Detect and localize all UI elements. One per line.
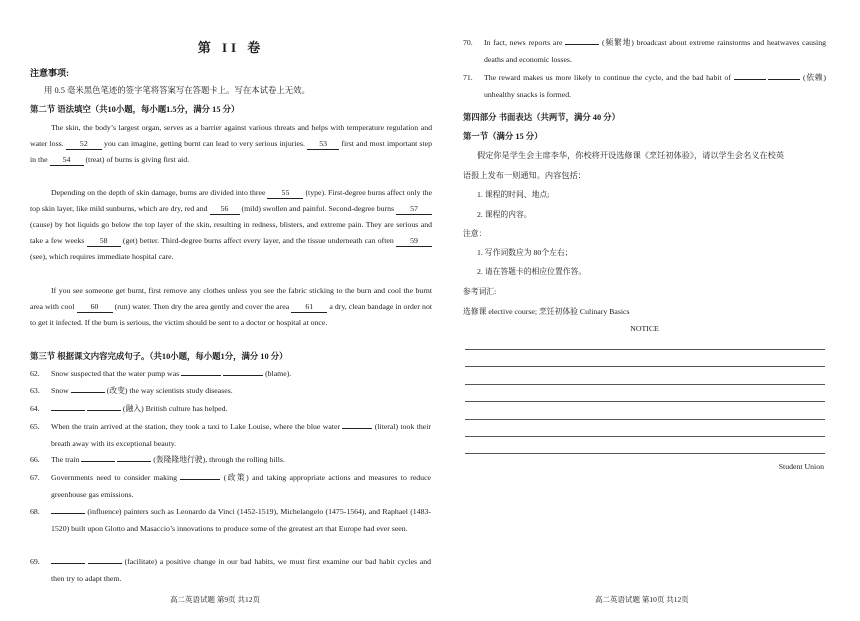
notes-label: 注意：	[463, 229, 487, 238]
question-70	[463, 35, 826, 69]
passage-text: Depending on the depth of skin damage, burns are divided into three	[51, 188, 266, 197]
blank-53[interactable]: 53	[307, 139, 339, 150]
blank-58[interactable]: 58	[87, 236, 121, 247]
passage-text: (see), which requires immediate hospital care.	[30, 252, 174, 262]
blank-57[interactable]: 57	[396, 204, 432, 215]
question-text: (频繁地) broadcast about extreme rainstorms and heatwaves causing deaths and economic losses.	[484, 38, 827, 64]
question-65	[30, 419, 432, 453]
answer-blank[interactable]	[87, 410, 121, 411]
task-item-1: 1. 课程的时间、地点;	[477, 190, 550, 199]
passage-text: (run) water. Then dry the area gently and cover the area	[114, 302, 290, 312]
writing-line[interactable]	[465, 401, 825, 402]
passage-text: (type). First-degree burns affect only the top skin layer, like mild sunburns, which are dry, red and	[30, 188, 432, 214]
writing-line[interactable]	[465, 366, 825, 367]
question-71	[463, 70, 826, 104]
blank-59[interactable]: 59	[396, 236, 432, 247]
passage-paragraph-2	[30, 185, 432, 265]
passage-text: (mild) swollen and painful. Second-degree burns	[241, 204, 395, 214]
blank-55[interactable]: 55	[267, 188, 303, 199]
blank-60[interactable]: 60	[77, 302, 113, 313]
question-number: 64.	[30, 404, 40, 413]
question-text: In fact, news reports are	[484, 38, 563, 47]
note-item-1: 1. 写作词数应为 80个左右；	[477, 248, 573, 257]
question-number: 70.	[463, 38, 473, 47]
passage-paragraph-3	[30, 283, 432, 331]
question-text: Snow	[51, 386, 69, 395]
passage-text: (cause) by hot liquids go below the top layer of the skin, resulting in redness, blisters, and extreme pain. They are serious and take a few weeks	[30, 220, 432, 246]
task-prompt-line-1: 假定你是学生会主席李华，你校将开设选修课《烹饪初体验》，请以学生会名义在校英	[477, 151, 785, 160]
question-number: 68.	[30, 507, 40, 516]
task-prompt-line-2: 语报上发布一则通知。内容包括：	[463, 171, 586, 180]
writing-line[interactable]	[465, 384, 825, 385]
question-text: (influence) painters such as Leonardo da Vinci (1452-1519), Michelangelo (1475-1564), and Raphael (1483-1520) built upon Glotto and Masaccio’s innovations to produce some of the greatest art that Europe had ever seen.	[51, 507, 431, 533]
task-item-2: 2. 课程的内容。	[477, 210, 532, 219]
question-text: (facilitate) a positive change in our bad habits, we must first examine our bad habit cycles and then try to adapt them.	[51, 557, 432, 583]
writing-line[interactable]	[465, 419, 825, 420]
question-67	[30, 470, 432, 504]
question-number: 71.	[463, 73, 473, 82]
answer-blank[interactable]	[71, 392, 105, 393]
passage-text: first and most important step in the	[30, 139, 433, 165]
question-text: The train	[51, 455, 80, 464]
question-text: (轰隆隆地行驶), through the rolling hills.	[153, 455, 285, 464]
answer-blank[interactable]	[51, 563, 85, 564]
question-64	[30, 401, 432, 418]
right-page	[463, 0, 826, 621]
blank-61[interactable]: 61	[291, 302, 327, 313]
answer-blank[interactable]	[342, 428, 372, 429]
notice-heading: 注意事项:	[30, 68, 69, 78]
question-number: 62.	[30, 369, 40, 378]
answer-blank[interactable]	[51, 513, 85, 514]
passage-text: a dry, clean bandage in order not to get it infected. If the burn is serious, the victim should be sent to a doctor or hospital at once.	[30, 302, 433, 328]
left-page	[30, 0, 432, 621]
note-item-2: 2. 请在答题卡的相应位置作答。	[477, 267, 587, 276]
passage-text: you can imagine, getting burnt can lead to very serious injuries.	[104, 139, 305, 149]
passage-text: The skin, the body’s largest organ, serves as a barrier against various threats and helps with temperature regulation and water loss.	[30, 123, 432, 149]
answer-blank[interactable]	[734, 79, 766, 80]
answer-blank[interactable]	[81, 461, 115, 462]
answer-blank[interactable]	[117, 461, 151, 462]
page-footer-left: 高二英语试题 第9页 共12页	[170, 595, 260, 604]
notice-title: NOTICE	[630, 324, 659, 333]
writing-section-heading: 第一节（满分 15 分）	[463, 132, 543, 141]
writing-line[interactable]	[465, 453, 825, 454]
question-66	[30, 452, 432, 469]
reference-words: 选修课 elective course; 烹饪初体验 Culinary Basics	[463, 307, 630, 316]
writing-line[interactable]	[465, 436, 825, 437]
question-number: 63.	[30, 386, 40, 395]
question-number: 65.	[30, 422, 40, 431]
question-63	[30, 383, 432, 400]
blank-54[interactable]: 54	[50, 155, 84, 166]
question-text: (literal) took their breath away with its exceptional beauty.	[51, 422, 431, 448]
answer-blank[interactable]	[51, 410, 85, 411]
exam-part-title: 第 II 卷	[197, 40, 265, 55]
passage-paragraph-1	[30, 120, 432, 168]
part4-heading: 第四部分 书面表达（共两节，满分 40 分）	[463, 113, 621, 122]
question-number: 67.	[30, 473, 40, 482]
question-number: 66.	[30, 455, 40, 464]
reference-label: 参考词汇:	[463, 287, 497, 296]
question-text: Snow suspected that the water pump was	[51, 369, 180, 378]
question-text: (融入) British culture has helped.	[122, 404, 228, 413]
answer-blank[interactable]	[180, 479, 220, 480]
question-69	[30, 554, 432, 588]
passage-text: If you see someone get burnt, first remove any clothes unless you see the fabric sticking to the burn and cool the burnt area with cool	[30, 286, 432, 312]
question-text: (blame).	[265, 369, 292, 378]
question-text: (改变) the way scientists study diseases.	[106, 386, 233, 395]
blank-52[interactable]: 52	[66, 139, 102, 150]
question-text: When the train arrived at the station, they took a taxi to Lake Louise, where the blue water	[51, 422, 341, 431]
question-text: Governments need to consider making	[51, 473, 178, 482]
page-footer-right: 高二英语试题 第10页 共12页	[595, 595, 689, 604]
signature: Student Union	[778, 462, 824, 471]
writing-line[interactable]	[465, 349, 825, 350]
answer-blank[interactable]	[181, 375, 221, 376]
blank-56[interactable]: 56	[210, 204, 240, 215]
question-text: (政策) and taking appropriate actions and measures to reduce greenhouse gas emissions.	[51, 473, 432, 499]
section2-heading: 第二节 语法填空（共10小题，每小题1.5分，满分 15 分）	[30, 105, 240, 114]
answer-blank[interactable]	[768, 79, 800, 80]
question-68	[30, 504, 432, 555]
passage-text: (treat) of burns is giving first aid.	[85, 155, 190, 165]
answer-blank[interactable]	[88, 563, 122, 564]
answer-blank[interactable]	[565, 44, 599, 45]
question-number: 69.	[30, 557, 40, 566]
notice-text: 用 0.5 毫米黑色笔迹的签字笔将答案写在答题卡上。写在本试卷上无效。	[44, 86, 310, 95]
passage-text: (get) better. Third-degree burns affect every layer, and the tissue underneath can often	[122, 236, 394, 246]
question-62	[30, 366, 432, 383]
answer-blank[interactable]	[223, 375, 263, 376]
section3-heading: 第三节 根据课文内容完成句子。（共10小题，每小题1分，满分 10 分）	[30, 352, 288, 361]
question-text: (依赖) unhealthy snacks is formed.	[484, 73, 826, 99]
question-text: The reward makes us more likely to continue the cycle, and the bad habit of	[484, 73, 731, 82]
